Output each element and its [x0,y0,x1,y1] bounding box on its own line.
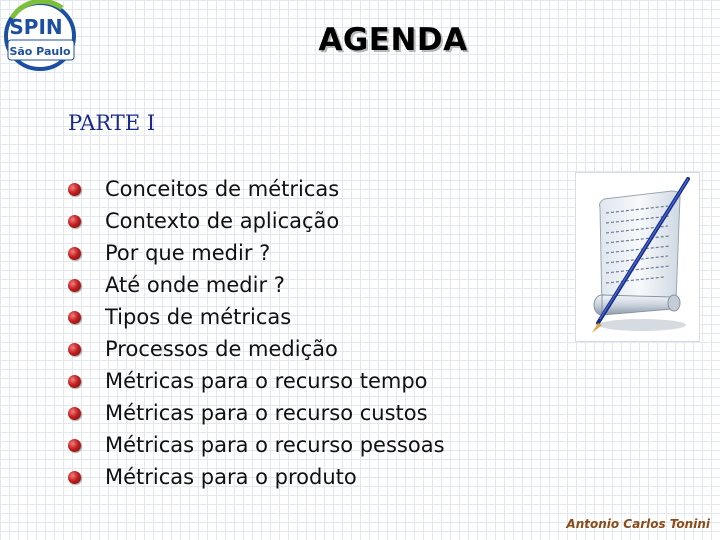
bullet-icon [68,343,81,356]
list-item-text: Contexto de aplicação [105,209,340,233]
bullet-icon [68,439,81,452]
list-item [68,237,445,269]
bullet-icon [68,279,81,292]
list-item-text: Métricas para o recurso custos [105,401,428,425]
bullet-icon [68,183,81,196]
bullet-icon [68,311,81,324]
bullet-icon [68,471,81,484]
list-item-text: Métricas para o recurso tempo [105,369,428,393]
list-item [68,461,445,493]
list-item [68,205,445,237]
list-item-text: Métricas para o recurso pessoas [105,433,445,457]
list-item-text: Conceitos de métricas [105,177,340,201]
section-heading: PARTE I [68,111,156,135]
list-item-text: Métricas para o produto [105,465,357,489]
list-item [68,397,445,429]
list-item-text: Por que medir ? [105,241,271,265]
agenda-list [68,173,445,493]
bullet-icon [68,375,81,388]
list-item-text: Tipos de métricas [105,305,292,329]
slide-title: AGENDA [318,22,468,58]
bullet-icon [68,247,81,260]
list-item [68,365,445,397]
author-credit: Antonio Carlos Tonini [566,517,710,531]
list-item [68,269,445,301]
list-item [68,333,445,365]
scroll-clipart [575,172,700,342]
list-item [68,173,445,205]
logo-text-city: São Paulo [9,45,71,58]
bullet-icon [68,407,81,420]
list-item [68,301,445,333]
logo-text-spin: SPIN [9,15,63,39]
bullet-icon [68,215,81,228]
list-item [68,429,445,461]
list-item-text: Até onde medir ? [105,273,285,297]
scroll-and-quill-icon [576,173,699,341]
list-item-text: Processos de medição [105,337,338,361]
